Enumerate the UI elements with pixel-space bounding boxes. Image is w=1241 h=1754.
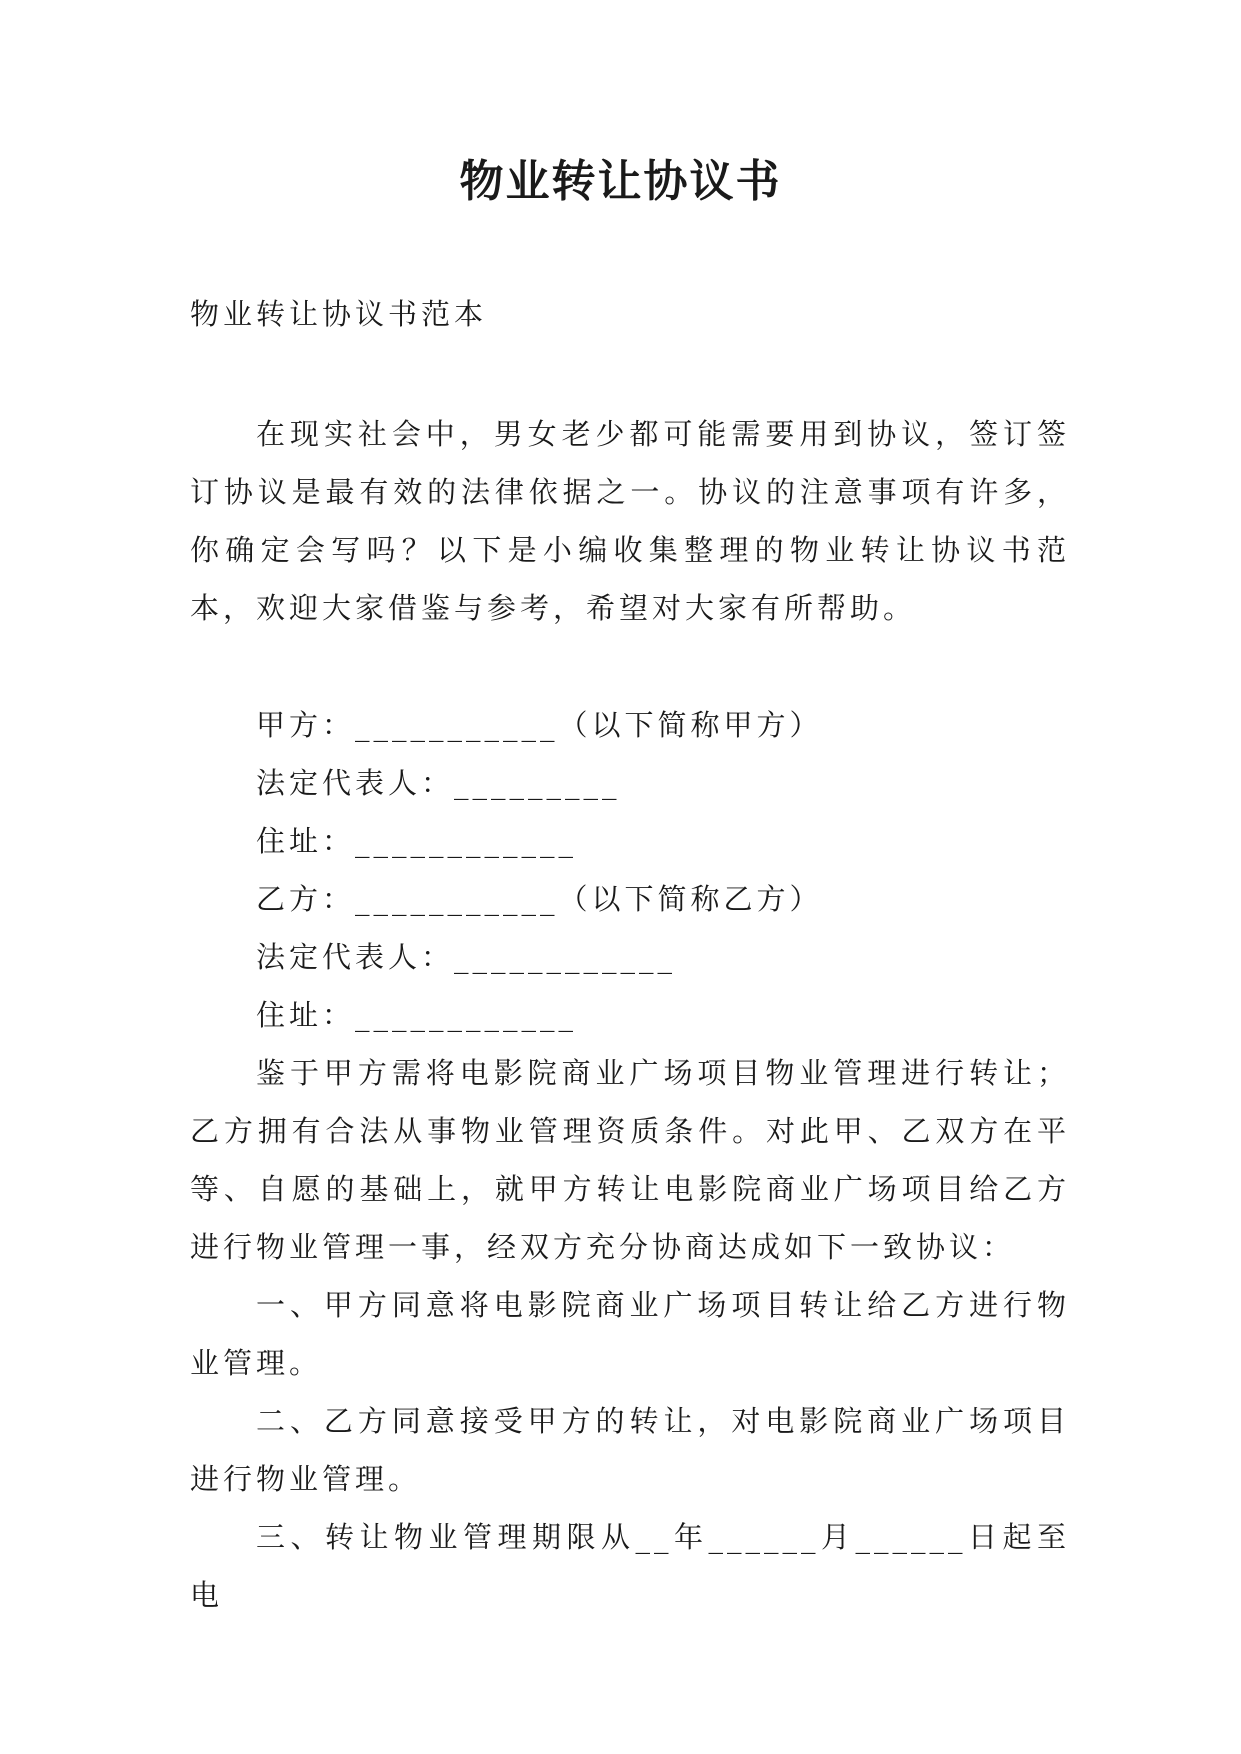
- party-b-representative-line: 法定代表人：____________: [256, 940, 677, 974]
- party-a-address-line: 住址：____________: [256, 824, 578, 858]
- clause-1-paragraph: 一、甲方同意将电影院商业广场项目转让给乙方进行物业管理。: [190, 1288, 1070, 1380]
- party-b-address-line: 住址：____________: [256, 998, 578, 1032]
- agreement-body: [190, 1044, 1070, 1624]
- intro-paragraph: 在现实社会中，男女老少都可能需要用到协议，签订签订协议是最有效的法律依据之一。协议的注意事项有许多，你确定会写吗？以下是小编收集整理的物业转让协议书范本，欢迎大家借鉴与参考，希望对大家有所帮助。: [190, 417, 1070, 625]
- clause-2-paragraph: 二、乙方同意接受甲方的转让，对电影院商业广场项目进行物业管理。: [190, 1404, 1070, 1496]
- party-b-name-line: 乙方：___________（以下简称乙方）: [256, 882, 823, 916]
- party-a-representative-line: 法定代表人：_________: [256, 766, 621, 800]
- parties-section: [190, 696, 1070, 1044]
- document-title: 物业转让协议书: [459, 156, 782, 207]
- intro-section: [190, 405, 1070, 637]
- recital-paragraph: 鉴于甲方需将电影院商业广场项目物业管理进行转让；乙方拥有合法从事物业管理资质条件。对此甲、乙双方在平等、自愿的基础上，就甲方转让电影院商业广场项目给乙方进行物业管理一事，经双方充分协商达成如下一致协议：: [190, 1056, 1070, 1264]
- document-subtitle: 物业转让协议书范本: [190, 297, 488, 331]
- party-a-name-line: 甲方：___________（以下简称甲方）: [256, 708, 823, 742]
- clause-3-paragraph: 三、转让物业管理期限从__年______月______日起至电: [190, 1520, 1070, 1612]
